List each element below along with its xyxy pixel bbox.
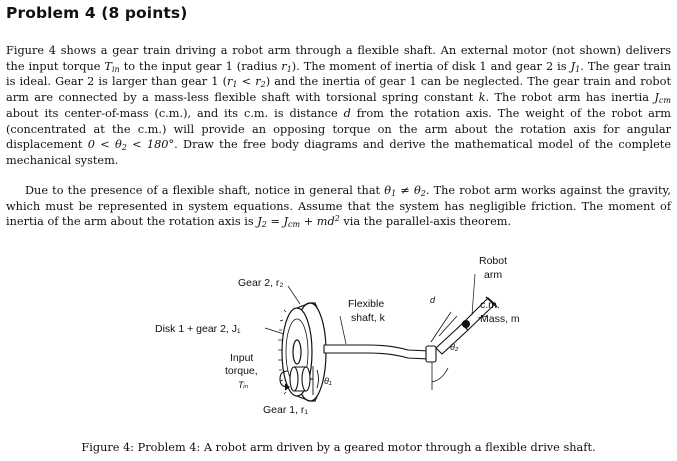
- theta2-label: θ₂: [450, 342, 459, 352]
- p1-text-6: . The robot arm has inertia: [485, 91, 655, 105]
- p1-text-8: from the rotation axis. The weight of the robot arm (concentrated at the c.m.) will provide an opposing torque on the arm about the rotation axis for angular displacement: [6, 106, 671, 152]
- input-torque-symbol-label: Tᵢₙ: [238, 380, 249, 390]
- flexible-shaft: [324, 345, 430, 359]
- p2-text-1: Due to the presence of a flexible shaft, notice in general that: [25, 184, 385, 197]
- theta2-arc: [432, 362, 448, 390]
- p2-text-2: . The robot arm works against the gravity, which must be represented in system equations. Assume that the system has negligible friction. The moment of inertia of the arm about the rotation axis is: [6, 184, 671, 229]
- robot-arm-label-line1: Robot: [479, 255, 508, 267]
- disk-gear2-label: Disk 1 + gear 2, J₁: [155, 323, 241, 335]
- gear1-label: Gear 1, r₁: [263, 404, 308, 416]
- input-torque-label-line2: torque,: [225, 365, 258, 377]
- flexible-shaft-label-line2: shaft, k: [351, 312, 385, 324]
- p1-text-9: . Draw the free body diagrams and derive the mathematical model of the complete mechanical system.: [6, 138, 672, 167]
- p1-text-4: . The gear train is ideal. Gear 2 is larger than gear 1 (: [6, 59, 671, 89]
- theta2-range: $0 < \theta_2 < 180^\circ$: [87, 138, 175, 153]
- robot-arm-label-line2: arm: [484, 269, 503, 281]
- flexible-shaft-label-line1: Flexible: [348, 298, 385, 310]
- p1-text-3: ). The moment of inertia of disk 1 and gear 2 is: [291, 59, 571, 73]
- p1-text-5: ) and the inertia of gear 1 can be neglected. The gear train and robot arm are connected by a mass-less flexible shaft with torsional spring constant: [6, 75, 671, 105]
- assumptions-paragraph: [6, 183, 671, 230]
- inertia-j1-symbol: $J_1$: [570, 59, 581, 74]
- mass-label: Mass, m: [480, 313, 520, 325]
- distance-d-symbol: d: [343, 106, 351, 120]
- gear-train-figure: [150, 250, 540, 435]
- figure-caption: Figure 4: Problem 4: A robot arm driven by a geared motor through a flexible drive shaft.: [81, 441, 596, 454]
- p1-text-2: to the input gear 1 (radius: [119, 59, 282, 73]
- gear1-radius-symbol: $r_1$: [281, 59, 292, 74]
- input-torque-symbol: $T_{in}$: [104, 59, 120, 74]
- p1-text-1: Figure 4 shows a gear train driving a robot arm through a flexible shaft. An external motor (not shown) delivers the input torque: [6, 44, 671, 73]
- gear2-label: Gear 2, r₂: [238, 277, 284, 289]
- distance-d-label: d: [430, 295, 436, 305]
- theta-inequality: $\theta_1 \ne \theta_2$: [384, 184, 426, 198]
- problem-heading: Problem 4 (8 points): [6, 4, 188, 22]
- theta1-label: θ₁: [324, 376, 332, 386]
- problem-statement-paragraph: [6, 43, 671, 169]
- inertia-jcm-symbol: $J_{cm}$: [654, 91, 671, 106]
- p1-text-7: about its center-of-mass (c.m.), and its c.m. is distance: [6, 106, 344, 120]
- parallel-axis-equation: $J_2 = J_{cm} + md^2$: [257, 214, 340, 230]
- p2-text-3: via the parallel-axis theorem.: [339, 215, 512, 229]
- radius-inequality: $r_1 < r_2$: [227, 75, 266, 90]
- input-torque-label-line1: Input: [230, 352, 254, 364]
- center-of-mass-label: c.m.: [480, 299, 500, 311]
- center-of-mass-icon: [463, 321, 470, 328]
- spring-constant-symbol: k: [478, 91, 486, 105]
